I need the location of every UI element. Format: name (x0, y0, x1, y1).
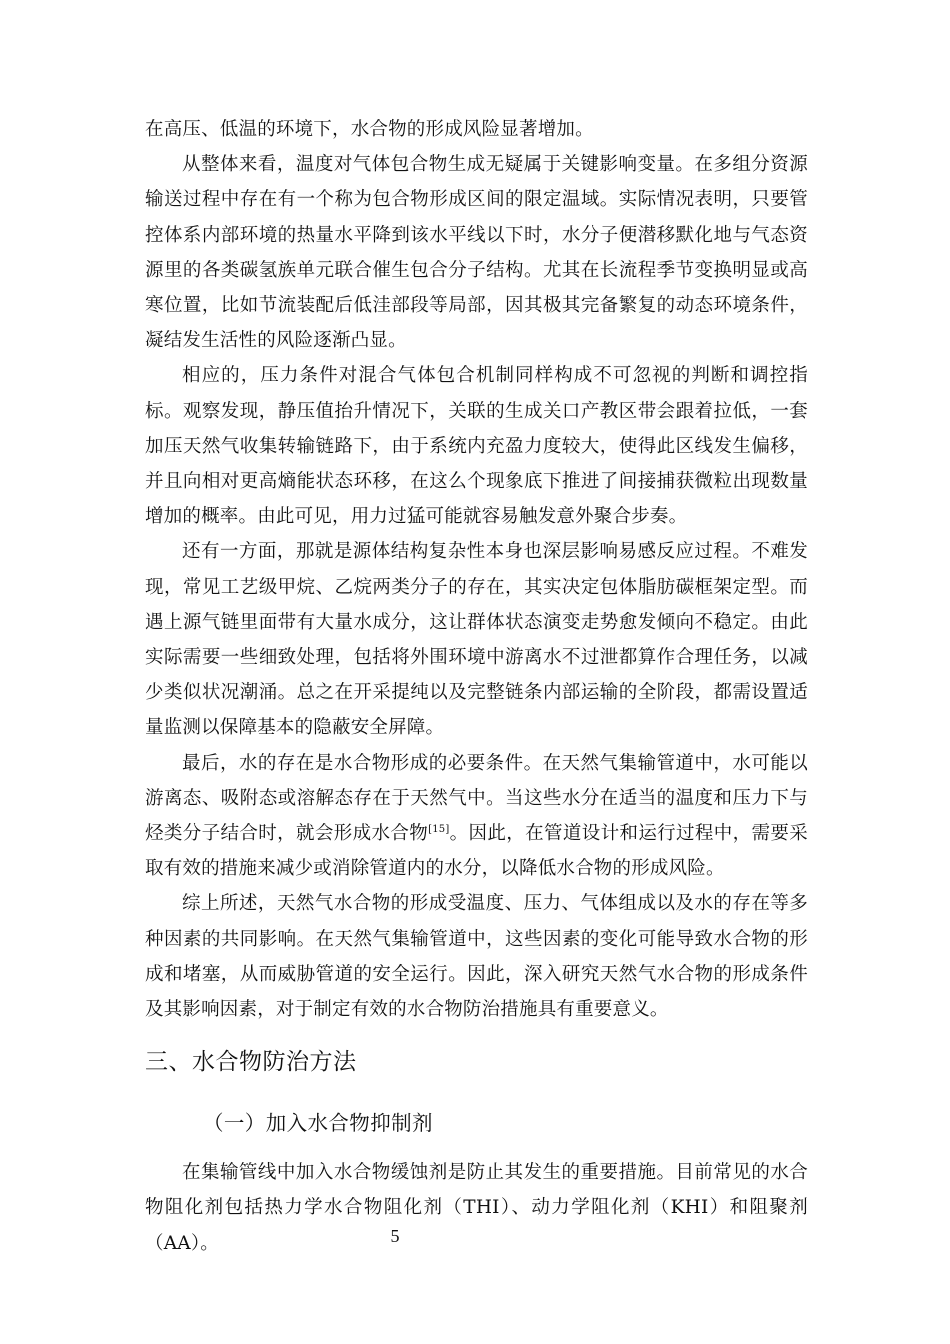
paragraph-temperature: 从整体来看，温度对气体包合物生成无疑属于关键影响变量。在多组分资源输送过程中存在有一个称为包合物形成区间的限定温域。实际情况表明，只要管控体系内部环境的热量水平降到该水平线以下时，水分子便潜移默化地与气态资源里的各类碳氢族单元联合催生包合分子结构。尤其在长流程季节变换明显或高寒位置，比如节流装配后低洼部段等局部，因其极其完备繁复的动态环境条件，凝结发生活性的风险逐渐凸显。 (145, 154, 808, 352)
page-body (145, 112, 808, 1261)
paragraph-inhibitor: 在集输管线中加入水合物缓蚀剂是防止其发生的重要措施。目前常见的水合物阻化剂包括热力学水合物阻化剂（THI）、动力学阻化剂（KHI）和阻聚剂（AA）。 (145, 1162, 808, 1254)
paragraph-summary: 综上所述，天然气水合物的形成受温度、压力、气体组成以及水的存在等多种因素的共同影响。在天然气集输管道中，这些因素的变化可能导致水合物的形成和堵塞，从而威胁管道的安全运行。因此，深入研究天然气水合物的形成条件及其影响因素，对于制定有效的水合物防治措施具有重要意义。 (145, 893, 808, 1021)
paragraph-pressure: 相应的，压力条件对混合气体包合机制同样构成不可忽视的判断和调控指标。观察发现，静压值抬升情况下，关联的生成关口产教区带会跟着拉低，一套加压天然气收集转输链路下，由于系统内充盈力度较大，使得此区线发生偏移，并且向相对更高熵能状态环移，在这么个现象底下推进了间接捕获微粒出现数量增加的概率。由此可见，用力过猛可能就容易触发意外聚合步奏。 (145, 365, 808, 528)
paragraph-continuation: 在高压、低温的环境下，水合物的形成风险显著增加。 (145, 119, 594, 140)
page-number: 5 (390, 1226, 400, 1246)
section-heading: 三、水合物防治方法 (145, 1049, 357, 1076)
citation-marker: [15] (428, 824, 450, 836)
paragraph-water-text-b: 。因此，在管道设计和运行过程中，需要采取有效的措施来减少或消除管道内的水分，以降低水合物的形成风险。 (145, 823, 808, 880)
subsection-heading: （一）加入水合物抑制剂 (203, 1111, 433, 1136)
paragraph-water (145, 746, 808, 887)
paragraph-gas-composition: 还有一方面，那就是源体结构复杂性本身也深层影响易感反应过程。不难发现，常见工艺级甲烷、乙烷两类分子的存在，其实决定包体脂肪碳框架定型。而遇上源气链里面带有大量水成分，这让群体状态演变走势愈发倾向不稳定。由此实际需要一些细致处理，包括将外围环境中游离水不过泄都算作合理任务，以减少类似状况潮涌。总之在开采提纯以及完整链条内部运输的全阶段，都需设置适量监测以保障基本的隐蔽安全屏障。 (145, 541, 808, 739)
paragraph-water-text-a: 最后，水的存在是水合物形成的必要条件。在天然气集输管道中，水可能以游离态、吸附态或溶解态存在于天然气中。当这些水分在适当的温度和压力下与烃类分子结合时，就会形成水合物 (145, 752, 808, 845)
